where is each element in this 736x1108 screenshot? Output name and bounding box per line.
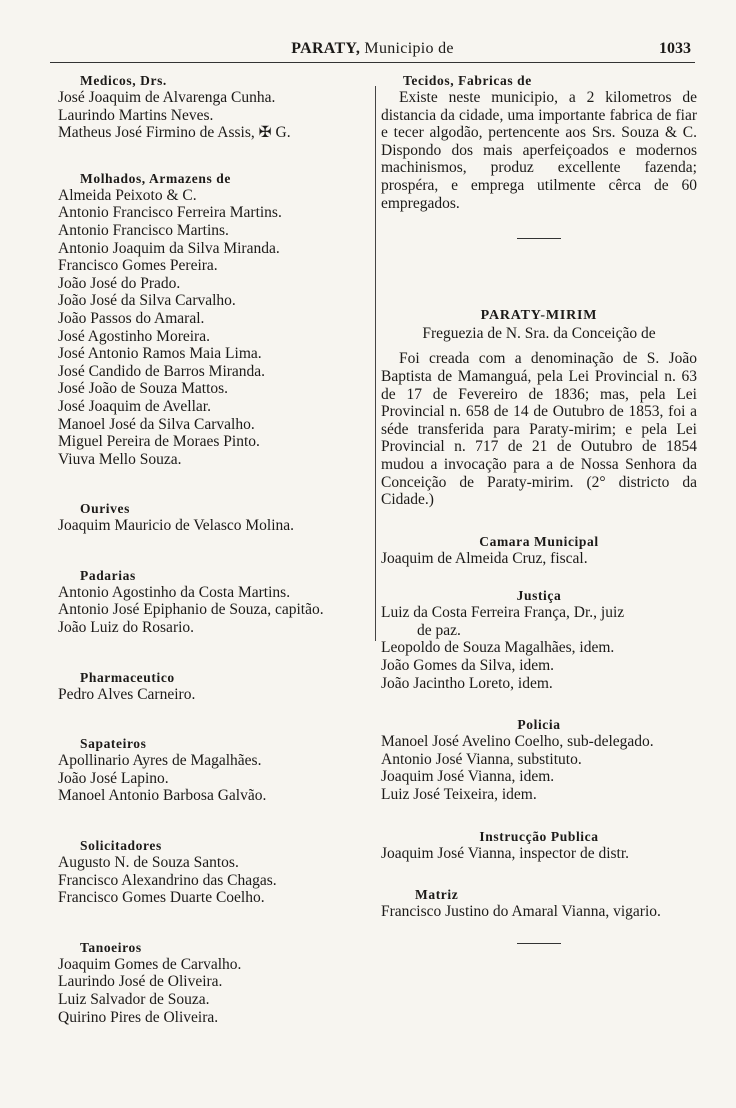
paragraph: Existe neste municipio, a 2 kilometros de distancia da cidade, uma importante fabrica de fiar e tecer algodão, pertencente aos Srs. Souza & C. Dispondo dos mais aperfeiçoados e modernos machinismos, produz excellente fazenda; prospéra, e emprega utilmente cêrca de 60 empregados. — [381, 89, 697, 212]
section-policia — [381, 716, 697, 803]
list-item: João José da Silva Carvalho. — [58, 292, 236, 310]
column-divider — [375, 86, 376, 641]
list-item: João Gomes da Silva, idem. — [381, 657, 555, 675]
list-item: Antonio José Vianna, substituto. — [381, 750, 582, 768]
list-item: João José Lapino. — [58, 769, 169, 787]
list-item: Antonio Agostinho da Costa Martins. — [58, 583, 291, 601]
section-medicos — [58, 72, 374, 142]
list-item: Joaquim Mauricio de Velasco Molina. — [58, 517, 295, 535]
section-heading: Pharmaceutico — [80, 669, 175, 685]
list-item: Manoel Antonio Barbosa Galvão. — [58, 787, 267, 805]
section-justica — [381, 587, 697, 692]
list-item: Joaquim José Vianna, idem. — [381, 768, 555, 786]
separator-rule — [517, 943, 561, 944]
section-padarias — [58, 567, 374, 637]
right-column — [381, 62, 697, 956]
page-header — [50, 36, 695, 63]
section-heading: Tanoeiros — [80, 939, 142, 955]
running-title — [50, 40, 695, 58]
list-item: Miguel Pereira de Moraes Pinto. — [58, 433, 260, 451]
left-column — [58, 62, 374, 1026]
list-item: Joaquim José Vianna, inspector de distr. — [381, 844, 630, 862]
section-heading: Medicos, Drs. — [80, 73, 167, 88]
section-camara — [381, 533, 697, 568]
section-sapateiros — [58, 735, 374, 805]
section-heading: Sapateiros — [80, 736, 147, 752]
list-item: João José do Prado. — [58, 274, 181, 292]
list-item: Francisco Gomes Duarte Coelho. — [58, 889, 265, 907]
section-heading: Instrucção Publica — [479, 828, 599, 844]
section-heading: Ourives — [80, 501, 130, 517]
list-item: Quirino Pires de Oliveira. — [58, 1008, 219, 1026]
list-item: Manoel José da Silva Carvalho. — [58, 415, 255, 433]
list-item: Joaquim de Almeida Cruz, fiscal. — [381, 549, 588, 567]
section-subtitle: Freguezia de N. Sra. da Conceição de — [422, 324, 656, 342]
section-heading: Matriz — [415, 887, 459, 903]
list-item: Laurindo Martins Neves. — [58, 106, 214, 124]
section-heading: Justiça — [516, 588, 562, 604]
list-item: Matheus José Firmino de Assis, ✠ G. — [58, 124, 291, 142]
section-title: PARATY-MIRIM — [480, 308, 598, 324]
title-rest: Municipio de — [360, 40, 454, 57]
section-heading: Padarias — [80, 567, 136, 583]
page-number: 1033 — [659, 40, 691, 57]
section-heading: Molhados, Armazens de — [80, 170, 231, 186]
list-item: José Antonio Ramos Maia Lima. — [58, 345, 262, 363]
list-item: Joaquim Gomes de Carvalho. — [58, 955, 242, 973]
section-molhados — [58, 170, 374, 469]
list-item: Antonio Francisco Ferreira Martins. — [58, 204, 282, 222]
list-item: Viuva Mello Souza. — [58, 450, 182, 468]
section-solicitadores — [58, 837, 374, 907]
list-item: Francisco Justino do Amaral Vianna, vigario. — [381, 903, 661, 921]
list-item: Laurindo José de Oliveira. — [58, 973, 223, 991]
list-item: José João de Souza Mattos. — [58, 380, 229, 398]
list-item: José Candido de Barros Miranda. — [58, 362, 266, 380]
list-item: João Passos do Amaral. — [58, 309, 205, 327]
section-ourives — [58, 500, 374, 535]
section-heading: Solicitadores — [80, 838, 162, 854]
section-heading: Tecidos, Fabricas de — [403, 73, 532, 88]
list-item: Antonio Francisco Martins. — [58, 221, 229, 239]
list-item: João Jacintho Loreto, idem. — [381, 674, 553, 692]
list-item: José Joaquim de Alvarenga Cunha. — [58, 89, 276, 106]
list-item: Augusto N. de Souza Santos. — [58, 854, 239, 872]
list-item: Francisco Alexandrino das Chagas. — [58, 871, 277, 889]
list-item: Luiz da Costa Ferreira França, Dr., juiz — [381, 604, 625, 622]
list-item: Manoel José Avelino Coelho, sub-delegado. — [381, 733, 654, 751]
list-item: Antonio Joaquim da Silva Miranda. — [58, 239, 280, 257]
section-heading: Camara Municipal — [479, 533, 599, 549]
section-paraty-mirim — [381, 307, 697, 509]
list-item: Luiz Salvador de Souza. — [58, 991, 210, 1008]
list-item: Francisco Gomes Pereira. — [58, 257, 218, 275]
section-tanoeiros — [58, 939, 374, 1026]
list-item: Antonio José Epiphanio de Souza, capitão. — [58, 601, 324, 619]
list-item: Luiz José Teixeira, idem. — [381, 786, 537, 804]
list-item-continuation: de paz. — [417, 621, 461, 639]
separator-rule — [517, 238, 561, 239]
title-place: PARATY, — [291, 40, 361, 57]
list-item: José Agostinho Moreira. — [58, 327, 210, 345]
section-matriz — [381, 886, 697, 921]
section-pharmaceutico — [58, 669, 374, 704]
section-heading: Policia — [517, 717, 561, 733]
section-instruccao — [381, 828, 697, 863]
paragraph: Foi creada com a denominação de S. João Baptista de Mamanguá, pela Lei Provincial n. 63 de 17 de Fevereiro de 1836; mas, pela Lei Provincial n. 658 de 14 de Outubro de 1853, foi a séde transferida para Paraty-mirim; e pela Lei Provincial n. 717 de 21 de Outubro de 1854 mudou a invocação para a de Nossa Senhora da Conceição de Paraty-mirim. (2° districto da Cidade.) — [381, 350, 697, 509]
section-tecidos — [381, 72, 697, 212]
list-item: José Joaquim de Avellar. — [58, 397, 211, 415]
list-item: Apollinario Ayres de Magalhães. — [58, 752, 262, 770]
list-item: João Luiz do Rosario. — [58, 619, 195, 637]
list-item: Leopoldo de Souza Magalhães, idem. — [381, 639, 615, 657]
list-item: Almeida Peixoto & C. — [58, 186, 197, 204]
list-item: Pedro Alves Carneiro. — [58, 685, 196, 703]
